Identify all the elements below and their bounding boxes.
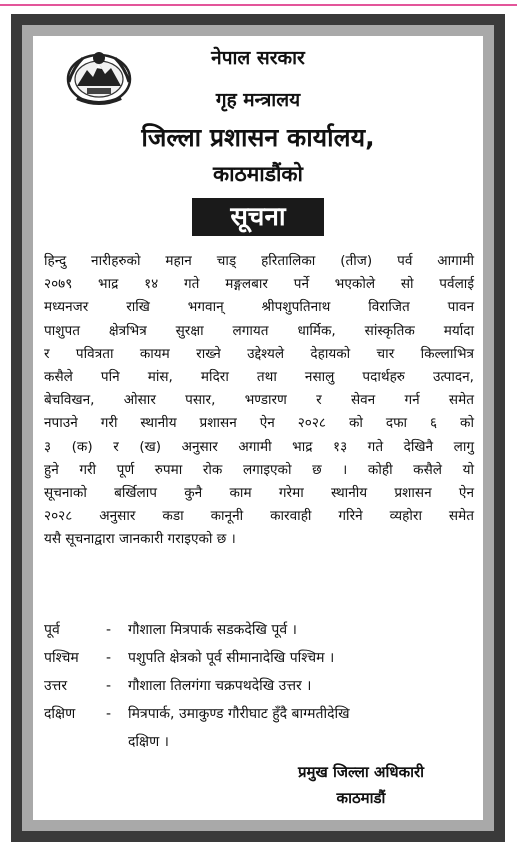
top-accent-line bbox=[0, 4, 517, 6]
body-line: र पवित्रता कायम राख्ने उद्देश्यले देहायको चार किल्लाभित्र bbox=[44, 345, 474, 362]
boundary-south-continuation: दक्षिण । bbox=[128, 734, 169, 750]
boundary-south bbox=[44, 704, 350, 726]
boundary-label: उत्तर bbox=[44, 678, 68, 694]
body-line: पाशुपत क्षेत्रभित्र सुरक्षा लगायत धार्मिक, सांस्कृतिक मर्यादा bbox=[44, 322, 474, 339]
signature-title: प्रमुख जिल्ला अधिकारी bbox=[297, 763, 425, 781]
header-kathmandu: काठमाडौंको bbox=[212, 162, 303, 186]
body-line: २०२८ अनुसार कडा कानूनी कारवाही गरिने व्यहोरा समेत bbox=[44, 508, 474, 525]
boundary-west bbox=[44, 648, 334, 670]
body-line: सूचनाको बर्खिलाप कुनै काम गरेमा स्थानीय प्रशासन ऐन bbox=[44, 485, 474, 502]
boundary-east bbox=[44, 620, 297, 642]
body-line: मध्यनजर राखि भगवान् श्रीपशुपतिनाथ विराजित पावन bbox=[44, 299, 474, 316]
body-line: यसै सूचनाद्वारा जानकारी गराइएको छ । bbox=[44, 531, 236, 548]
boundary-label: पूर्व bbox=[44, 622, 60, 638]
body-line: हिन्दु नारीहरुको महान चाड् हरितालिका (तीज) पर्व आगामी bbox=[44, 253, 474, 269]
body-line: कसैले पनि मांस, मदिरा तथा नसालु पदार्थहरु उत्पादन, bbox=[44, 369, 474, 386]
header-home-ministry: गृह मन्त्रालय bbox=[215, 89, 301, 111]
notice-title: सूचना bbox=[192, 198, 324, 236]
notice-body bbox=[44, 250, 474, 552]
boundary-dash: - bbox=[106, 622, 112, 638]
boundary-text: पशुपति क्षेत्रको पूर्व सीमानादेखि पश्चिम । bbox=[128, 650, 335, 666]
boundary-dash: - bbox=[106, 650, 112, 666]
signature-location: काठमाडौं bbox=[336, 789, 386, 807]
notice-panel bbox=[33, 36, 483, 820]
boundary-north bbox=[44, 676, 312, 698]
boundary-text: गौशाला मित्रपार्क सडकदेखि पूर्व । bbox=[128, 622, 297, 638]
boundary-text: गौशाला तिलगंगा चक्रपथदेखि उत्तर । bbox=[128, 678, 312, 694]
body-line: नपाउने गरी स्थानीय प्रशासन ऐन २०२८ को दफा ६ को bbox=[44, 415, 474, 432]
boundary-text: मित्रपार्क, उमाकुण्ड गौरीघाट हुँदै बाग्मतीदेखि bbox=[128, 706, 350, 722]
boundary-dash: - bbox=[106, 678, 112, 694]
boundary-label: पश्चिम bbox=[44, 650, 79, 666]
body-line: २०७९ भाद्र १४ गते मङ्गलबार पर्ने भएकोले सो पर्वलाई bbox=[44, 276, 474, 293]
body-line: हुने गरी पूर्ण रुपमा रोक लगाइएको छ । कोही कसैले यो bbox=[44, 461, 474, 478]
header-district-office: जिल्ला प्रशासन कार्यालय, bbox=[141, 123, 375, 152]
boundary-dash: - bbox=[106, 706, 112, 722]
body-line: बेचविखन, ओसार पसार, भण्डारण र सेवन गर्न समेत bbox=[44, 392, 474, 409]
header-nepal-government: नेपाल सरकार bbox=[211, 47, 305, 69]
boundary-label: दक्षिण bbox=[44, 706, 76, 722]
body-line: ३ (क) र (ख) अनुसार अगामी भाद्र १३ गते देखिनै लागु bbox=[44, 438, 474, 455]
